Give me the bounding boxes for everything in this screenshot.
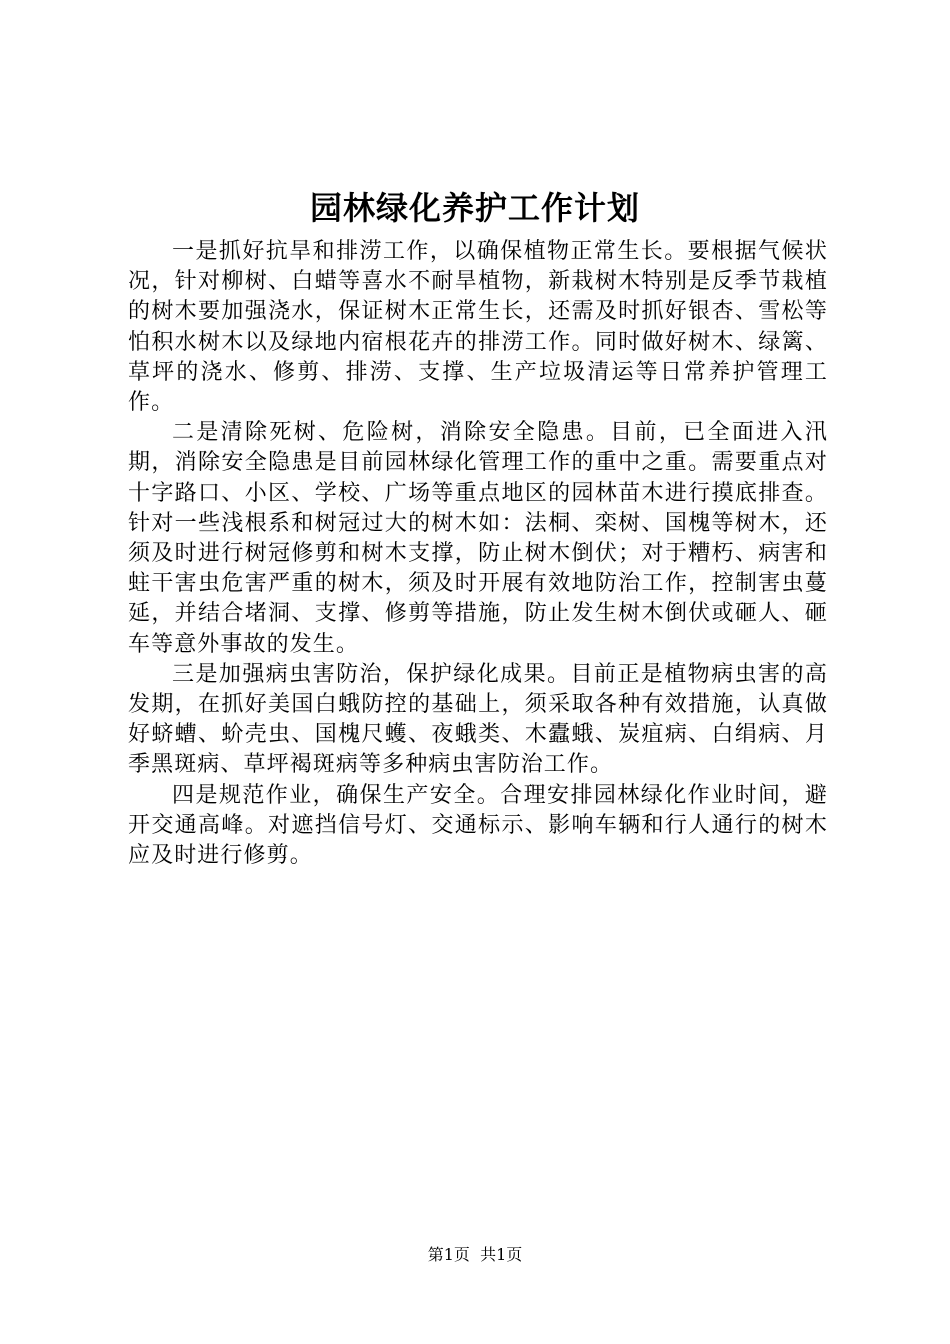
paragraph-4: 四是规范作业，确保生产安全。合理安排园林绿化作业时间，避开交通高峰。对遮挡信号灯、交通标示、影响车辆和行人通行的树木应及时进行修剪。 xyxy=(128,782,828,869)
paragraph-1: 一是抓好抗旱和排涝工作，以确保植物正常生长。要根据气候状况，针对柳树、白蜡等喜水不耐旱植物，新栽树木特别是反季节栽植的树木要加强浇水，保证树木正常生长，还需及时抓好银杏、雪松等怕积水树木以及绿地内宿根花卉的排涝工作。同时做好树木、绿篱、草坪的浇水、修剪、排涝、支撑、生产垃圾清运等日常养护管理工作。 xyxy=(128,239,828,416)
paragraph-2: 二是清除死树、危险树，消除安全隐患。目前，已全面进入汛期，消除安全隐患是目前园林绿化管理工作的重中之重。需要重点对十字路口、小区、学校、广场等重点地区的园林苗木进行摸底排查。针对一些浅根系和树冠过大的树木如：法桐、栾树、国槐等树木，还须及时进行树冠修剪和树木支撑，防止树木倒伏；对于糟朽、病害和蛀干害虫危害严重的树木，须及时开展有效地防治工作，控制害虫蔓延，并结合堵洞、支撑、修剪等措施，防止发生树木倒伏或砸人、砸车等意外事故的发生。 xyxy=(128,420,828,657)
paragraph-3: 三是加强病虫害防治，保护绿化成果。目前正是植物病虫害的高发期，在抓好美国白蛾防控的基础上，须采取各种有效措施，认真做好蛴螬、蚧壳虫、国槐尺蠖、夜蛾类、木蠹蛾、炭疽病、白绢病、月季黑斑病、草坪褐斑病等多种病虫害防治工作。 xyxy=(128,661,828,778)
document-body xyxy=(128,237,828,871)
page-number-footer: 第1页 共1页 xyxy=(427,1245,523,1264)
document-title: 园林绿化养护工作计划 xyxy=(309,189,640,227)
